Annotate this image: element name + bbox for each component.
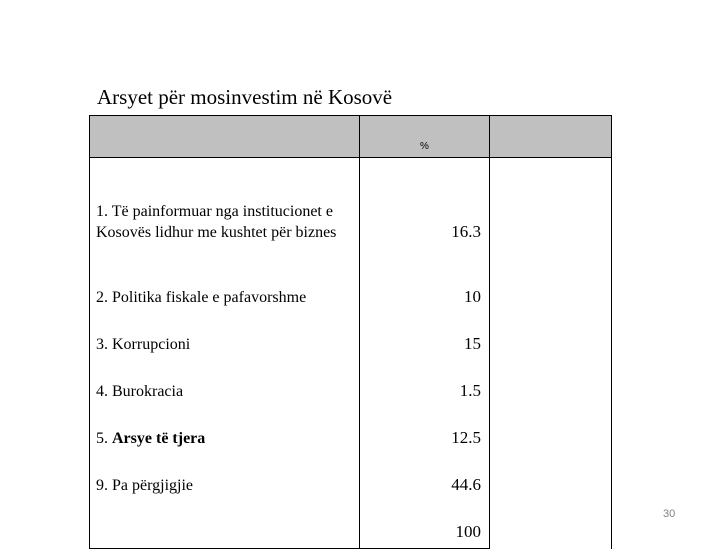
row-value: 16.3 bbox=[360, 158, 490, 249]
row-label: 1. Të painformuar nga institucionet e Kosovës lidhur me kushtet për biznes bbox=[90, 158, 360, 249]
table-row bbox=[90, 313, 612, 360]
row-empty-cell bbox=[490, 360, 612, 407]
header-cell-label bbox=[90, 116, 360, 158]
total-label bbox=[90, 501, 360, 549]
row-label-bold: Arsye të tjera bbox=[112, 430, 206, 447]
slide-title: Arsyet për mosinvestim në Kosovë bbox=[97, 85, 393, 109]
table-row bbox=[90, 360, 612, 407]
row-value: 12.5 bbox=[360, 407, 490, 454]
row-empty-cell bbox=[490, 158, 612, 249]
page-number: 30 bbox=[663, 508, 676, 520]
row-empty-cell bbox=[490, 501, 612, 549]
row-value: 1.5 bbox=[360, 360, 490, 407]
row-label: 9. Pa përgjigjie bbox=[90, 454, 360, 501]
row-empty-cell bbox=[490, 248, 612, 313]
row-label: 3. Korrupcioni bbox=[90, 313, 360, 360]
header-cell-extra bbox=[490, 116, 612, 158]
header-cell-percent: % bbox=[360, 116, 490, 158]
table-row bbox=[90, 407, 612, 454]
row-label-prefix: 5. bbox=[96, 430, 112, 447]
table-row bbox=[90, 158, 612, 249]
row-label: 2. Politika fiskale e pafavorshme bbox=[90, 248, 360, 313]
row-value: 15 bbox=[360, 313, 490, 360]
row-label: 4. Burokracia bbox=[90, 360, 360, 407]
row-label bbox=[90, 407, 360, 454]
row-empty-cell bbox=[490, 407, 612, 454]
row-empty-cell bbox=[490, 454, 612, 501]
reasons-table bbox=[89, 115, 612, 549]
row-empty-cell bbox=[490, 313, 612, 360]
table-total-row bbox=[90, 501, 612, 549]
total-value: 100 bbox=[360, 501, 490, 549]
row-value: 44.6 bbox=[360, 454, 490, 501]
table-header-row bbox=[90, 116, 612, 158]
table-row bbox=[90, 248, 612, 313]
table-row bbox=[90, 454, 612, 501]
row-value: 10 bbox=[360, 248, 490, 313]
